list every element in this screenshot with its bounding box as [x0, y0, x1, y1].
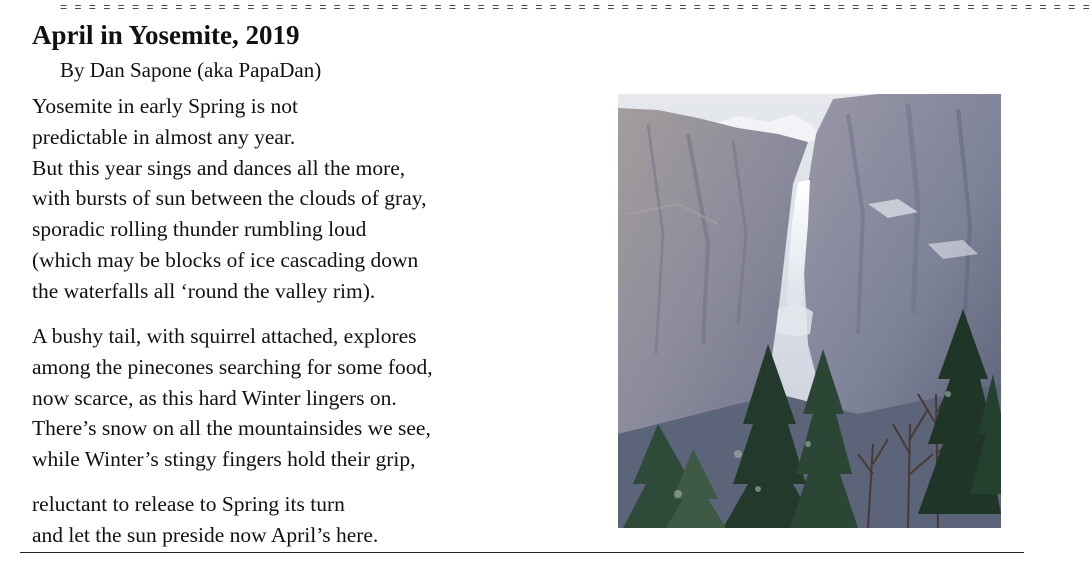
poem-line: predictable in almost any year.	[32, 124, 296, 149]
poem-line: There’s snow on all the mountainsides we see,	[32, 416, 431, 441]
waterfall-mist	[776, 305, 813, 336]
poem-line: (which may be blocks of ice cascading down	[32, 247, 419, 272]
poem-line: with bursts of sun between the clouds of gray,	[32, 186, 427, 211]
photo-illustration	[618, 94, 1001, 528]
decorative-rule: = = = = = = = = = = = = = = = = = = = = = = = = = = = = = = = = = = = = = = = = = = = = = = = = = = = = = = = = = = = = = = = = = = = = = = = =	[60, 1, 1090, 15]
poem-line: sporadic rolling thunder rumbling loud	[32, 217, 367, 242]
author-byline: By Dan Sapone (aka PapaDan)	[60, 58, 322, 82]
poem-stanza	[32, 321, 433, 475]
poem-line: A bushy tail, with squirrel attached, explores	[32, 324, 417, 348]
poem-stanza	[32, 489, 378, 551]
poem-line: among the pinecones searching for some food,	[32, 354, 433, 379]
poem-line: But this year sings and dances all the more,	[32, 155, 406, 180]
poem-line: and let the sun preside now April’s here.	[32, 522, 379, 547]
bottom-divider	[20, 552, 1024, 553]
poem-line: Yosemite in early Spring is not	[32, 94, 298, 118]
poem-line: reluctant to release to Spring its turn	[32, 492, 345, 516]
poem-line: now scarce, as this hard Winter lingers on.	[32, 385, 397, 410]
poem-line: while Winter’s stingy fingers hold their grip,	[32, 447, 416, 472]
article-title: April in Yosemite, 2019	[32, 20, 300, 50]
poem-stanza	[32, 91, 427, 307]
yosemite-waterfall-photo	[618, 94, 1001, 528]
poem-line: the waterfalls all ‘round the valley rim).	[32, 278, 376, 303]
